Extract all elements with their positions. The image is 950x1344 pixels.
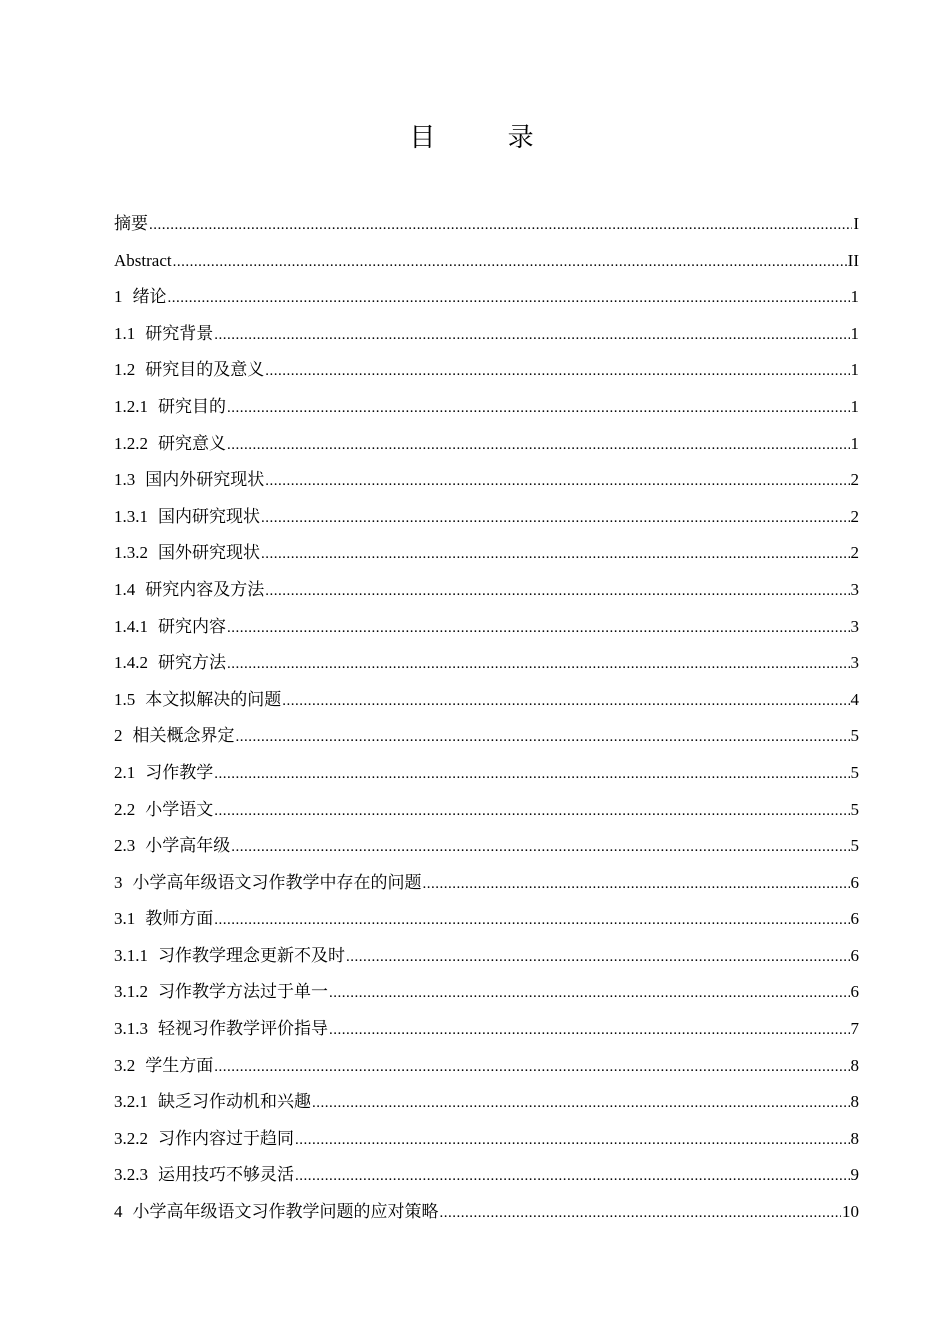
toc-entry[interactable] <box>114 426 859 463</box>
toc-entry-number: 1.5 <box>114 689 136 709</box>
toc-entry-title: 相关概念界定 <box>132 726 235 747</box>
toc-entry[interactable] <box>114 974 859 1011</box>
toc-entry-number: 3.1.2 <box>114 982 148 1002</box>
toc-entry-number: 3.2.2 <box>114 1128 148 1148</box>
toc-entry-page: 3 <box>850 616 859 636</box>
toc-entry-title: 小学高年级语文习作教学问题的应对策略 <box>132 1202 439 1223</box>
toc-entry-title: 研究背景 <box>145 323 214 344</box>
toc-entry-number: 3.2 <box>114 1055 136 1075</box>
toc-entry-title: 轻视习作教学评价指导 <box>158 1019 328 1040</box>
toc-dot-leader <box>214 902 849 938</box>
toc-dot-leader <box>261 500 850 536</box>
toc-dot-leader <box>261 536 850 572</box>
toc-entry-number: 1.4.1 <box>114 616 148 636</box>
toc-entry-page: 9 <box>850 1165 859 1185</box>
toc-entry-page: II <box>847 250 859 270</box>
toc-entry[interactable] <box>114 682 859 719</box>
toc-entry[interactable] <box>114 865 859 902</box>
toc-entry-page: 1 <box>850 360 859 380</box>
toc-entry-title: 缺乏习作动机和兴趣 <box>158 1092 311 1113</box>
toc-dot-leader <box>329 1012 850 1048</box>
toc-entry-number: 1.4.2 <box>114 653 148 673</box>
toc-entry-page: 8 <box>850 1055 859 1075</box>
toc-entry-number: 2 <box>114 726 123 746</box>
toc-entry-page: 6 <box>850 872 859 892</box>
toc-entry-title: 摘要 <box>114 214 148 234</box>
toc-entry[interactable] <box>114 352 859 389</box>
toc-entry-title: 国外研究现状 <box>158 543 260 564</box>
toc-entry-number: 2.1 <box>114 762 136 782</box>
toc-entry-number: 1.4 <box>114 579 136 599</box>
toc-entry-page: 5 <box>850 799 859 819</box>
toc-entry-title: 习作内容过于趋同 <box>158 1128 294 1149</box>
toc-entry-page: 1 <box>850 433 859 453</box>
toc-entry-title: 绪论 <box>132 287 167 308</box>
toc-dot-leader <box>214 793 849 829</box>
toc-entry-title: Abstract <box>114 250 172 270</box>
toc-entry[interactable] <box>114 535 859 572</box>
toc-entry-page: 6 <box>850 909 859 929</box>
toc-entry-title: 研究目的 <box>158 396 226 417</box>
toc-entry-number: 1.3.1 <box>114 506 148 526</box>
toc-entry-title: 研究内容 <box>158 616 226 637</box>
toc-entry[interactable] <box>114 645 859 682</box>
toc-entry-title: 研究内容及方法 <box>145 579 265 600</box>
toc-dot-leader <box>346 939 850 975</box>
toc-dot-leader <box>265 573 849 609</box>
toc-dot-leader <box>282 683 849 719</box>
toc-entry[interactable] <box>114 609 859 646</box>
toc-dot-leader <box>236 719 850 755</box>
toc-entry[interactable] <box>114 1157 859 1194</box>
toc-title: 目 录 <box>409 123 566 153</box>
toc-dot-leader <box>265 353 849 389</box>
toc-entry-page: 4 <box>850 689 859 709</box>
toc-entry[interactable] <box>114 499 859 536</box>
toc-entry-page: 3 <box>850 579 859 599</box>
toc-dot-leader <box>440 1195 842 1231</box>
toc-entry-number: 2.2 <box>114 799 136 819</box>
toc-dot-leader <box>312 1085 850 1121</box>
toc-dot-leader <box>295 1158 850 1194</box>
toc-entry-number: 1.2 <box>114 360 136 380</box>
toc-entry-number: 3.2.3 <box>114 1165 148 1185</box>
toc-entry[interactable] <box>114 901 859 938</box>
toc-entry-page: 1 <box>850 323 859 343</box>
toc-entry[interactable] <box>114 389 859 426</box>
toc-dot-leader <box>214 756 849 792</box>
toc-entry-number: 1.3.2 <box>114 543 148 563</box>
toc-entry-title: 小学高年级语文习作教学中存在的问题 <box>132 872 422 893</box>
toc-entry[interactable] <box>114 792 859 829</box>
toc-dot-leader <box>227 610 850 646</box>
toc-dot-leader <box>265 463 849 499</box>
toc-entry-page: 5 <box>850 726 859 746</box>
toc-entry-page: 2 <box>850 470 859 490</box>
toc-entry-page: 2 <box>850 543 859 563</box>
toc-entry[interactable] <box>114 243 859 280</box>
toc-entry-number: 4 <box>114 1202 123 1222</box>
toc-entry-title: 习作教学 <box>145 762 214 783</box>
toc-entry[interactable] <box>114 462 859 499</box>
toc-entry[interactable] <box>114 1194 859 1231</box>
toc-dot-leader <box>227 427 850 463</box>
toc-entry-page: 2 <box>850 506 859 526</box>
toc-entry-number: 1.2.2 <box>114 433 148 453</box>
toc-entry-page: 10 <box>842 1202 859 1222</box>
toc-dot-leader <box>149 207 852 243</box>
toc-entry-number: 3.1.3 <box>114 1019 148 1039</box>
toc-entry[interactable] <box>114 206 859 243</box>
toc-entry[interactable] <box>114 1121 859 1158</box>
toc-entry-number: 3 <box>114 872 123 892</box>
toc-entry-title: 研究目的及意义 <box>145 360 265 381</box>
toc-dot-leader <box>329 975 850 1011</box>
toc-entry-page: 7 <box>850 1019 859 1039</box>
toc-entry-page: 6 <box>850 945 859 965</box>
toc-entry[interactable] <box>114 279 859 316</box>
toc-entry-number: 1.2.1 <box>114 396 148 416</box>
toc-entry[interactable] <box>114 828 859 865</box>
toc-entry-title: 教师方面 <box>145 909 214 930</box>
toc-entry-title: 运用技巧不够灵活 <box>158 1165 294 1186</box>
toc-entry-title: 研究意义 <box>158 433 226 454</box>
toc-entry-title: 国内研究现状 <box>158 506 260 527</box>
toc-entry-number: 1.1 <box>114 323 136 343</box>
toc-dot-leader <box>227 390 850 426</box>
toc-entry[interactable] <box>114 1084 859 1121</box>
toc-entry[interactable] <box>114 1048 859 1085</box>
toc-entry[interactable] <box>114 1011 859 1048</box>
toc-entry-page: 8 <box>850 1092 859 1112</box>
toc-entry-title: 本文拟解决的问题 <box>145 689 282 710</box>
toc-entry-page: 3 <box>850 653 859 673</box>
toc-entry-number: 3.1.1 <box>114 945 148 965</box>
toc-entry-number: 3.1 <box>114 909 136 929</box>
toc-entry[interactable] <box>114 755 859 792</box>
toc-entry-title: 小学语文 <box>145 799 214 820</box>
toc-dot-leader <box>423 866 850 902</box>
toc-entry-page: 1 <box>850 287 859 307</box>
toc-entry-number: 1 <box>114 287 123 307</box>
toc-entry[interactable] <box>114 572 859 609</box>
toc-dot-leader <box>227 646 850 682</box>
toc-dot-leader <box>231 829 849 865</box>
toc-entry-page: 5 <box>850 762 859 782</box>
toc-dot-leader <box>295 1122 850 1158</box>
toc-entry[interactable] <box>114 316 859 353</box>
toc-entry[interactable] <box>114 718 859 755</box>
toc-entry[interactable] <box>114 938 859 975</box>
toc-entry-title: 学生方面 <box>145 1055 214 1076</box>
toc-entry-title: 习作教学理念更新不及时 <box>158 945 345 966</box>
toc-dot-leader <box>168 280 850 316</box>
toc-entry-number: 1.3 <box>114 470 136 490</box>
toc-entry-title: 国内外研究现状 <box>145 470 265 491</box>
toc-entry-page: 6 <box>850 982 859 1002</box>
toc-entry-title: 习作教学方法过于单一 <box>158 982 328 1003</box>
toc-entry-page: 1 <box>850 396 859 416</box>
toc-list <box>114 206 859 1231</box>
toc-dot-leader <box>173 244 847 280</box>
toc-entry-title: 小学高年级 <box>145 836 231 857</box>
toc-entry-page: 5 <box>850 836 859 856</box>
toc-entry-page: 8 <box>850 1128 859 1148</box>
toc-dot-leader <box>214 1049 849 1085</box>
toc-entry-page: I <box>853 214 859 233</box>
toc-entry-title: 研究方法 <box>158 653 226 674</box>
toc-entry-number: 2.3 <box>114 836 136 856</box>
toc-entry-number: 3.2.1 <box>114 1092 148 1112</box>
toc-dot-leader <box>214 317 849 353</box>
